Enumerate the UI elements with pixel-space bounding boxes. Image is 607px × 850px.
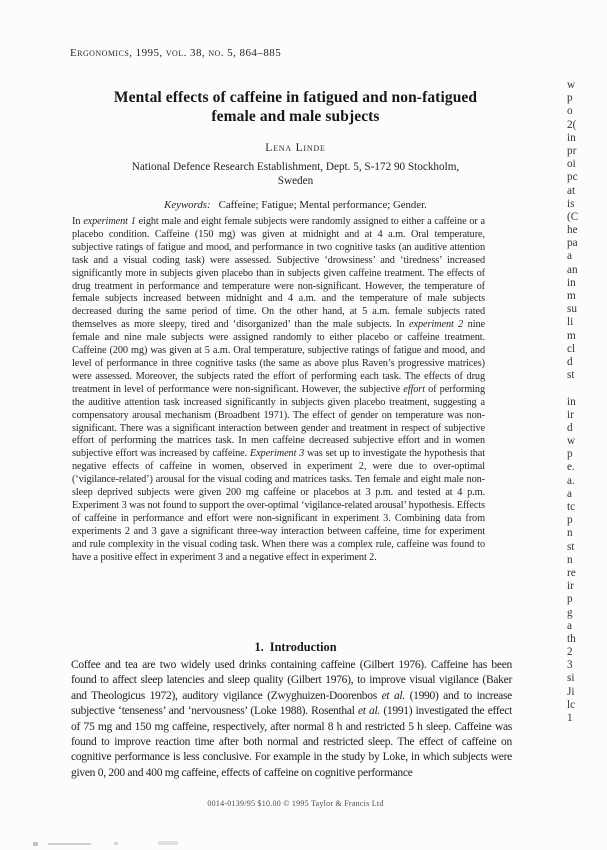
section-heading-introduction: 1. Introduction (254, 640, 337, 654)
scan-artifact (158, 841, 178, 845)
keywords-line: Keywords: Caffeine; Fatigue; Mental performance; Gender. (164, 199, 427, 211)
facing-page-text-sliver: w p o 2( in pr oi pc at is (C he pa a an in m su li m cl d st in ir d w p e. a. a tc p n st n re ir p g a th 2 3 si Ji lc 1 (567, 79, 579, 724)
issn-copyright-footer: 0014-0139/95 $10.00 © 1995 Taylor & Francis Ltd (207, 799, 384, 808)
journal-citation-line: Ergonomics, 1995, vol. 38, no. 5, 864–885 (70, 47, 282, 59)
introduction-paragraph: Coffee and tea are two widely used drinks containing caffeine (Gilbert 1976). Caffeine has been found to affect sleep latencies and sleep quality (Gilbert 1976), to improve visual vigilance (Baker and Theologicus 1972), auditory vigilance (Zwyghuizen-Doorenbos et al. (1990) and to increase subjective ‘tenseness’ and ‘nervousness’ (Loke 1988). Rosenthal et al. (1991) investigated the effect of 75 mg and 150 mg caffeine, respectively, after normal 8 h and restricted 5 h sleep. Caffeine was found to improve reaction time after both normal and restricted sleep. The effect of caffeine on cognitive performance is less conclusive. For example in the study by Loke, in which subjects were given 0, 200 and 400 mg caffeine, effects of caffeine on cognitive performance (71, 659, 513, 779)
affiliation-line-2: Sweden (277, 174, 314, 187)
page-title (0, 88, 591, 126)
scan-artifact (33, 842, 38, 846)
author-name: Lena Linde (265, 142, 326, 154)
scan-artifact (48, 843, 91, 845)
affiliation-line-1: National Defence Research Establishment, Dept. 5, S-172 90 Stockholm, (131, 161, 460, 173)
abstract-text: In experiment 1 eight male and eight female subjects were randomly assigned to either a caffeine or a placebo condition. Caffeine (150 mg) was given at midnight and at 4 a.m. Oral temperature, subjective ratings of fatigue and mood, and performance in two cognitive tasks (an auditive attention task and a visual coding task) were assessed. Subjective ‘drowsiness’ and ‘tiredness’ increased significantly more in subjects given placebo than in subjects given caffeine treatment. The effects of drug treatment in performance and temperature were non-significant. However, the temperature of female subjects increased between midnight and 4 a.m. and the temperature of male subjects decreased during the same period of time. On the other hand, at 5 a.m. female subjects rated themselves as more sleepy, tired and ‘disorganized’ than the male subjects. In experiment 2 nine female and nine male subjects were assigned randomly to either placebo or caffeine treatment. Caffeine (200 mg) was given at 5 a.m. Oral temperature, subjective ratings of fatigue and mood, and level of performance in three cognitive tasks (the same as above plus Raven’s progressive matrices) were assessed. Moreover, the subjects rated the effort of performing each task. The effects of drug treatment in level of performance were non-significant. However, the subjective effort of performing the auditive attention task increased significantly in subjects given placebo treatment, suggesting a compensatory arousal mechanism (Broadbent 1971). The effect of gender on temperature was non-significant. There was a significant interaction between gender and treatment in respect of subjective effort of performing the matrices task. In men caffeine decreased subjective effort and in women subjective effort was increased by caffeine. Experiment 3 was set up to investigate the hypothesis that negative effects of caffeine in women, observed in experiment 2, were due to over-optimal (‘vigilance-related’) arousal for the visual coding and matrices tasks. Ten female and eight male non-sleep deprived subjects were given 200 mg caffeine or placebos at 3 p.m. and tested at 4 p.m. Experiment 3 was not found to support the over-optimal ‘vigilance-related arousal’ hypothesis. Effects of caffeine in performance and effort were non-significant in experiment 3. Combining data from experiments 2 and 3 gave a significant three-way interaction between caffeine, time for experiment and rule complexity in the visual coding task. When there was a complex rule, caffeine was found to have a positive effect in experiment 3 and a negative effect in experiment 2. (72, 216, 485, 563)
author-affiliation (0, 161, 591, 189)
paper-title-line-2: female and male subjects (211, 108, 380, 125)
paper-title-line-1: Mental effects of caffeine in fatigued and non-fatigued (113, 89, 478, 106)
scan-artifact (114, 842, 118, 845)
